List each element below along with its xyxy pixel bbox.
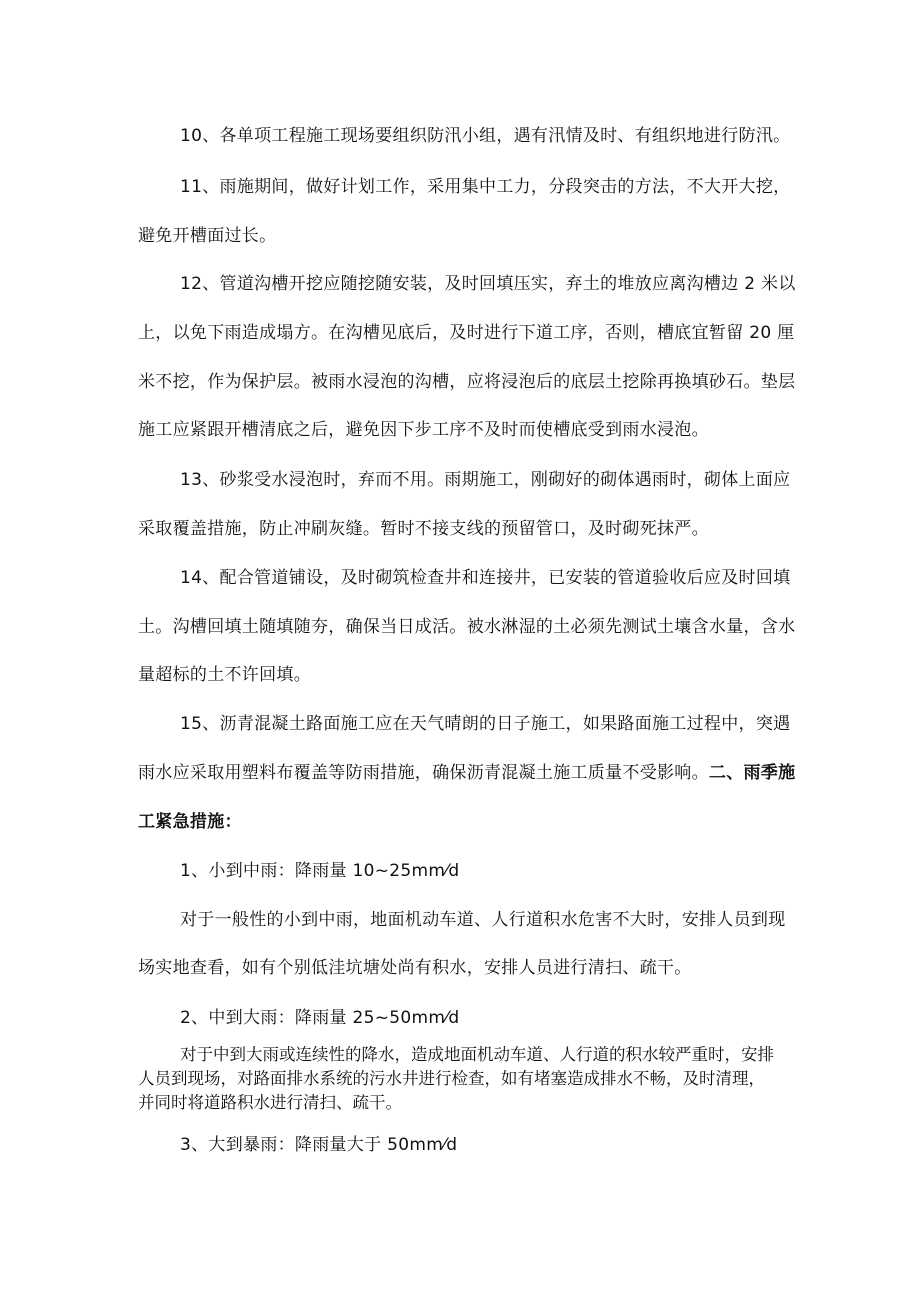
paragraph-13-line-1: 13、砂浆受水浸泡时，弃而不用。雨期施工，刚砌好的砌体遇雨时，砌体上面应: [180, 470, 791, 490]
subsection-1-line-2: 场实地查看，如有个别低洼坑塘处尚有积水，安排人员进行清扫、疏干。: [138, 958, 692, 978]
paragraph-14-line-2: 土。沟槽回填土随填随夯，确保当日成活。被水淋湿的土必须先测试土壤含水量，含水: [138, 617, 796, 637]
subsection-2-line-1: 对于中到大雨或连续性的降水，造成地面机动车道、人行道的积水较严重时，安排: [180, 1045, 774, 1064]
paragraph-13-line-2: 采取覆盖措施，防止冲刷灰缝。暂时不接支线的预留管口，及时砌死抹严。: [138, 519, 709, 539]
paragraph-11-line-1: 11、雨施期间，做好计划工作，采用集中工力，分段突击的方法，不大开大挖，: [180, 177, 791, 197]
subsection-2-title: 2、中到大雨：降雨量 25~50mm⁄d: [180, 1008, 460, 1028]
subsection-1-line-1: 对于一般性的小到中雨，地面机动车道、人行道积水危害不大时，安排人员到现: [180, 910, 786, 930]
section-two-heading-end: 工紧急措施：: [138, 812, 242, 832]
paragraph-12-line-3: 米不挖，作为保护层。被雨水浸泡的沟槽，应将浸泡后的底层土挖除再换填砂石。垫层: [138, 372, 796, 392]
paragraph-15-line-2-text: 雨水应采取用塑料布覆盖等防雨措施，确保沥青混凝土施工质量不受影响。: [138, 763, 709, 783]
section-two-heading-start: 二、雨季施: [708, 763, 796, 783]
paragraph-14-line-1: 14、配合管道铺设，及时砌筑检查井和连接井，已安装的管道验收后应及时回填: [180, 568, 791, 588]
paragraph-15-line-1: 15、沥青混凝土路面施工应在天气晴朗的日子施工，如果路面施工过程中，突遇: [180, 714, 791, 734]
paragraph-10-line-1: 10、各单项工程施工现场要组织防汛小组，遇有汛情及时、有组织地进行防汛。: [180, 126, 791, 146]
subsection-2-line-3: 并同时将道路积水进行清扫、疏干。: [138, 1093, 402, 1112]
paragraph-12-line-4: 施工应紧跟开槽清底之后，避免因下步工序不及时而使槽底受到雨水浸泡。: [138, 420, 709, 440]
paragraph-14-line-3: 量超标的土不许回填。: [138, 665, 311, 685]
subsection-2-line-2: 人员到现场，对路面排水系统的污水井进行检查，如有堵塞造成排水不畅，及时清理，: [138, 1069, 765, 1088]
subsection-1-title: 1、小到中雨：降雨量 10~25mm⁄d: [180, 861, 460, 881]
paragraph-12-line-1: 12、管道沟槽开挖应随挖随安装，及时回填压实，弃土的堆放应离沟槽边 2 米以: [180, 274, 796, 294]
paragraph-11-line-2: 避免开槽面过长。: [138, 226, 277, 246]
paragraph-12-line-2: 上，以免下雨造成塌方。在沟槽见底后，及时进行下道工序，否则，槽底宜暂留 20 厘: [138, 323, 795, 343]
paragraph-15-line-2: [138, 762, 818, 784]
subsection-3-title: 3、大到暴雨：降雨量大于 50mm⁄d: [180, 1135, 458, 1155]
